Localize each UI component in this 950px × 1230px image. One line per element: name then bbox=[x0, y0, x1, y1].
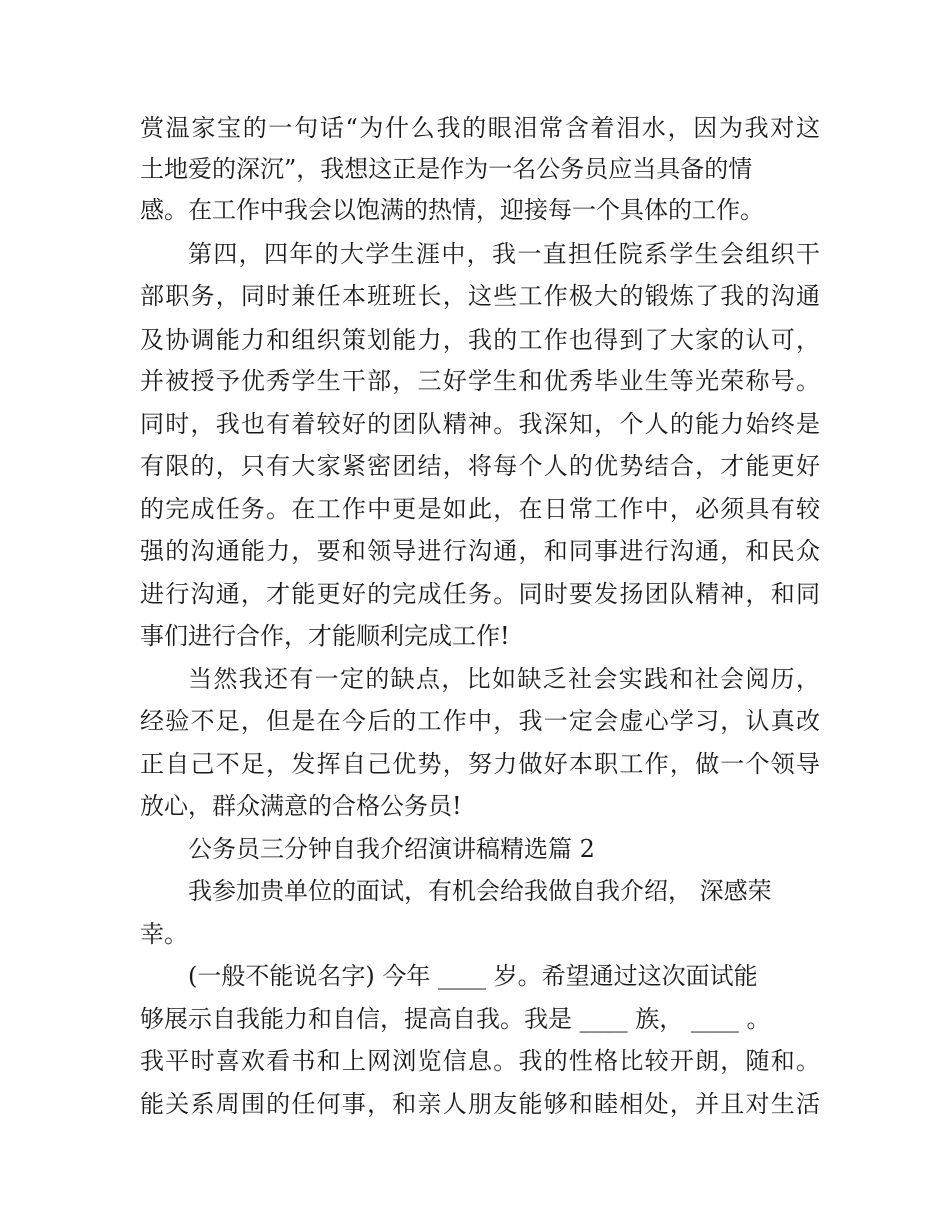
document-page bbox=[140, 0, 820, 1230]
text-line: 幸。 bbox=[140, 920, 188, 948]
text-line: 感。在工作中我会以饱满的热情，迎接每一个具体的工作。 bbox=[140, 196, 764, 224]
text-line: 有限的，只有大家紧密团结，将每个人的优势结合，才能更好 bbox=[140, 452, 820, 480]
text-line: 事们进行合作，才能顺利完成工作! bbox=[140, 622, 510, 650]
text-line: 进行沟通，才能更好的完成任务。同时要发扬团队精神，和同 bbox=[140, 580, 820, 608]
text-line: 正自己不足，发挥自己优势，努力做好本职工作，做一个领导 bbox=[140, 750, 820, 778]
text-line: 土地爱的深沉”，我想这正是作为一名公务员应当具备的情 bbox=[140, 155, 753, 183]
text-line: 我平时喜欢看书和上网浏览信息。我的性格比较开朗，随和。 bbox=[140, 1047, 820, 1075]
section-heading: 公务员三分钟自我介绍演讲稿精选篇 2 bbox=[188, 835, 595, 863]
text-line: 及协调能力和组织策划能力，我的工作也得到了大家的认可， bbox=[140, 326, 820, 354]
paragraph-first-line: 当然我还有一定的缺点，比如缺乏社会实践和社会阅历， bbox=[188, 665, 820, 693]
text-line: 经验不足，但是在今后的工作中，我一定会虚心学习，认真改 bbox=[140, 707, 820, 735]
text-line: 够展示自我能力和自信，提高自我。我是 ____ 族， ____ 。 bbox=[140, 1005, 771, 1033]
text-line: 的完成任务。在工作中更是如此，在日常工作中，必须具有较 bbox=[140, 495, 820, 523]
paragraph-first-line: 第四，四年的大学生涯中，我一直担任院系学生会组织干 bbox=[188, 240, 820, 268]
paragraph-first-line: (一般不能说名字) 今年 ____ 岁。希望通过这次面试能 bbox=[188, 962, 758, 990]
text-line: 强的沟通能力，要和领导进行沟通，和同事进行沟通，和民众 bbox=[140, 537, 820, 565]
paragraph-first-line: 我参加贵单位的面试，有机会给我做自我介绍， 深感荣 bbox=[188, 877, 772, 905]
text-line: 同时，我也有着较好的团队精神。我深知，个人的能力始终是 bbox=[140, 410, 820, 438]
text-line: 部职务，同时兼任本班班长，这些工作极大的锻炼了我的沟通 bbox=[140, 282, 820, 310]
text-line: 赏温家宝的一句话“为什么我的眼泪常含着泪水，因为我对这 bbox=[140, 114, 820, 142]
text-line: 放心，群众满意的合格公务员! bbox=[140, 792, 462, 820]
text-line: 能关系周围的任何事，和亲人朋友能够和睦相处，并且对生活 bbox=[140, 1090, 820, 1118]
text-line: 并被授予优秀学生干部，三好学生和优秀毕业生等光荣称号。 bbox=[140, 367, 820, 395]
